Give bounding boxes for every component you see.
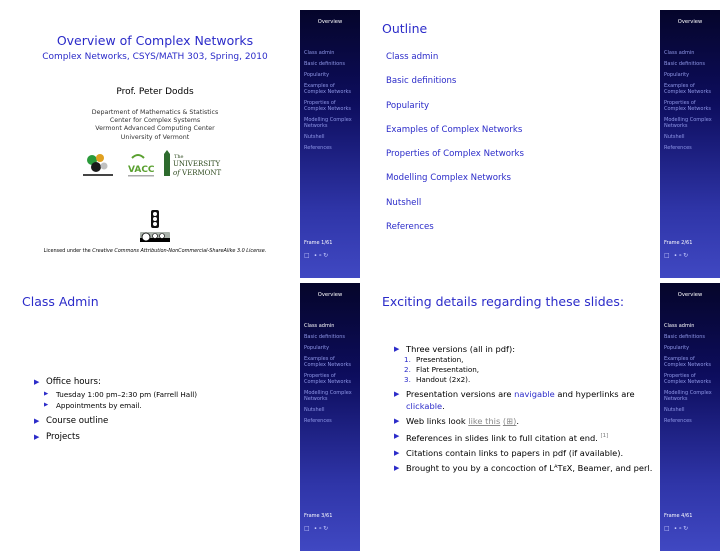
vacc-text: VACC <box>128 165 155 175</box>
item-text: Flat Presentation, <box>416 365 480 374</box>
list-item <box>394 447 656 459</box>
list-item <box>394 388 656 412</box>
outline-item-modelling[interactable]: Modelling Complex Networks <box>386 173 511 184</box>
sidebar <box>660 10 720 278</box>
outline-item-popularity[interactable]: Popularity <box>386 100 430 111</box>
nav-icons[interactable]: □ ∙∘↻ <box>664 252 690 259</box>
clickable-link[interactable]: clickable <box>406 401 443 411</box>
sidebar-items <box>664 50 718 156</box>
bullet-text: Projects <box>46 432 80 442</box>
item-number: 3. <box>404 375 411 384</box>
sidebar-item-basic-definitions[interactable]: Basic definitions <box>664 334 705 340</box>
frame-counter: Frame 1/61 <box>304 240 333 246</box>
sidebar-item-nutshell[interactable]: Nutshell <box>304 407 325 413</box>
bullet-text: References in slides link to full citation at end. <box>406 432 598 443</box>
sidebar-item-references[interactable]: References <box>664 145 692 151</box>
sidebar-item-properties[interactable]: Properties of Complex Networks <box>664 100 712 112</box>
sidebar-item-modelling[interactable]: Modelling Complex Networks <box>664 390 712 402</box>
bullet-text: Three versions (all in pdf): <box>406 344 516 354</box>
list-item <box>394 415 656 427</box>
slide-3 <box>10 283 360 551</box>
sidebar-item-examples[interactable]: Examples of Complex Networks <box>664 83 712 95</box>
uvm-vermont: VERMONT <box>182 169 222 177</box>
outline-list <box>386 50 656 244</box>
latex-logo: LᴬTᴇX <box>549 462 573 473</box>
bullet-text: , Beamer, and perl. <box>572 462 653 473</box>
sidebar-item-popularity[interactable]: Popularity <box>664 345 690 351</box>
svg-text:of VERMONT <box>173 169 222 177</box>
sidebar-item-modelling[interactable]: Modelling Complex Networks <box>664 117 712 129</box>
sidebar-item-popularity[interactable]: Popularity <box>304 72 330 78</box>
logos <box>80 150 240 182</box>
bullet-triangle-icon: ▶ <box>394 448 400 457</box>
institution-block <box>10 109 300 142</box>
bullet-text: Course outline <box>46 416 109 426</box>
sidebar-item-basic-definitions[interactable]: Basic definitions <box>304 61 345 67</box>
numbered-item <box>394 365 656 375</box>
traffic-light-logo <box>148 210 162 228</box>
sidebar-item-modelling[interactable]: Modelling Complex Networks <box>304 117 352 129</box>
sidebar-title[interactable]: Overview <box>317 19 343 25</box>
bullet-text: Office hours: <box>46 377 101 387</box>
nav-icons[interactable]: □ ∙∘↻ <box>664 525 690 532</box>
bullet-text: . <box>442 401 445 411</box>
sidebar-item-popularity[interactable]: Popularity <box>664 72 690 78</box>
slide-2-main <box>370 10 660 278</box>
sidebar-item-references[interactable]: References <box>304 145 332 151</box>
bullet-text: Web links look <box>406 416 469 426</box>
slide-4 <box>370 283 720 551</box>
bullet-triangle-icon: ▶ <box>394 463 400 472</box>
list-item <box>34 414 294 428</box>
sidebar-items <box>304 50 358 156</box>
list-item <box>34 430 294 444</box>
sidebar-title[interactable]: Overview <box>677 19 703 25</box>
slide-4-main <box>370 283 660 551</box>
frame-counter: Frame 2/61 <box>664 240 693 246</box>
presentation-title: Overview of Complex Networks <box>56 33 254 48</box>
sidebar-item-examples[interactable]: Examples of Complex Networks <box>304 83 352 95</box>
sidebar-item-class-admin[interactable]: Class admin <box>304 50 335 56</box>
complex-systems-logo <box>83 154 113 176</box>
institution-line: University of Vermont <box>120 133 190 141</box>
uvm-of: of <box>173 169 180 177</box>
slide-2 <box>370 10 720 278</box>
sidebar-items <box>664 323 718 429</box>
bullet-text: Presentation versions are <box>406 389 515 399</box>
sidebar-item-nutshell[interactable]: Nutshell <box>664 134 685 140</box>
bullet-list <box>394 343 656 477</box>
list-item <box>394 343 656 355</box>
slide-title: Exciting details regarding these slides: <box>382 294 625 309</box>
bullet-triangle-icon: ▶ <box>394 432 400 440</box>
bullet-text: and hyperlinks are <box>554 389 635 399</box>
nav-icons[interactable]: □ ∙∘↻ <box>304 525 330 532</box>
bullet-list <box>34 375 294 444</box>
institution-line: Vermont Advanced Computing Center <box>95 125 215 133</box>
license-prefix: Licensed under the <box>43 248 93 254</box>
sidebar <box>300 10 360 278</box>
sidebar-title[interactable]: Overview <box>317 292 343 298</box>
sub-bullet-text: Tuesday 1:00 pm–2:30 pm (Farrell Hall) <box>56 390 197 399</box>
sub-list-item <box>34 389 294 400</box>
external-link-icon[interactable]: (⊞) <box>502 416 517 426</box>
sidebar <box>660 283 720 551</box>
bullet-text: . <box>516 416 519 426</box>
sidebar-item-properties[interactable]: Properties of Complex Networks <box>304 373 352 385</box>
item-text: Presentation, <box>416 355 464 364</box>
sub-list-item <box>34 400 294 411</box>
bullet-text: Citations contain links to papers in pdf (if available). <box>406 447 624 458</box>
sidebar-item-nutshell[interactable]: Nutshell <box>664 407 685 413</box>
outline-item-examples[interactable]: Examples of Complex Networks <box>386 124 523 135</box>
frame-counter: Frame 4/61 <box>664 513 693 519</box>
uvm-university: UNIVERSITY <box>173 160 221 168</box>
list-item <box>394 430 656 444</box>
outline-item-basic-definitions[interactable]: Basic definitions <box>386 76 457 87</box>
outline-item-references[interactable]: References <box>386 222 434 233</box>
slide-3-main <box>10 283 300 551</box>
outline-item-class-admin[interactable]: Class admin <box>386 52 439 62</box>
outline-item-nutshell[interactable]: Nutshell <box>386 197 422 208</box>
bullet-text: Brought to you by a concoction of <box>406 462 550 473</box>
slide-title: Outline <box>382 21 428 36</box>
list-item <box>394 462 656 474</box>
sidebar-item-examples[interactable]: Examples of Complex Networks <box>304 356 352 368</box>
slide-1-main <box>10 10 300 278</box>
sidebar-item-class-admin[interactable]: Class admin <box>304 323 335 329</box>
sidebar-items <box>304 323 358 429</box>
sidebar-item-basic-definitions[interactable]: Basic definitions <box>664 61 705 67</box>
presentation-subtitle: Complex Networks, CSYS/MATH 303, Spring, 2010 <box>42 52 268 62</box>
outline-item-properties[interactable]: Properties of Complex Networks <box>386 149 524 160</box>
sidebar-item-nutshell[interactable]: Nutshell <box>304 134 325 140</box>
example-web-link[interactable]: like this <box>468 416 501 426</box>
uvm-the: The <box>174 154 184 160</box>
bullet-triangle-icon: ▶ <box>34 433 40 441</box>
sidebar-item-references[interactable]: References <box>664 418 692 424</box>
cc-license-badge <box>140 232 170 242</box>
vacc-logo <box>128 155 155 177</box>
license-suffix: . <box>264 248 267 254</box>
numbered-item <box>394 375 656 385</box>
nav-icons[interactable]: □ ∙∘↻ <box>304 252 330 259</box>
author: Prof. Peter Dodds <box>116 87 194 97</box>
sub-bullet-text: Appointments by email. <box>56 401 142 410</box>
list-item <box>34 375 294 389</box>
bullet-triangle-icon: ▶ <box>34 417 40 425</box>
item-number: 2. <box>404 365 411 374</box>
item-number: 1. <box>404 355 411 364</box>
sidebar-item-basic-definitions[interactable]: Basic definitions <box>304 334 345 340</box>
institution-line: Department of Mathematics & Statistics <box>91 109 219 116</box>
bullet-triangle-icon: ▶ <box>34 378 40 386</box>
sidebar-title[interactable]: Overview <box>677 292 703 298</box>
citation-link[interactable]: [1] <box>600 433 609 439</box>
bullet-triangle-icon: ▶ <box>394 417 400 425</box>
uvm-logo <box>164 150 222 177</box>
navigable-link[interactable]: navigable <box>514 389 555 399</box>
sidebar-item-modelling[interactable]: Modelling Complex Networks <box>304 390 352 402</box>
license-name[interactable]: Creative Commons Attribution-NonCommercial-ShareAlike 3.0 License <box>92 248 265 254</box>
institution-line: Center for Complex Systems <box>109 117 201 125</box>
numbered-item <box>394 355 656 365</box>
sidebar <box>300 283 360 551</box>
sidebar-item-properties[interactable]: Properties of Complex Networks <box>664 373 712 385</box>
bullet-triangle-icon: ▶ <box>44 391 49 397</box>
sidebar-item-references[interactable]: References <box>304 418 332 424</box>
slide-title: Class Admin <box>22 294 99 309</box>
bullet-triangle-icon: ▶ <box>394 390 400 398</box>
license-text <box>10 248 300 254</box>
sidebar-item-class-admin[interactable]: Class admin <box>664 50 695 56</box>
sidebar-item-class-admin[interactable]: Class admin <box>664 323 695 329</box>
bullet-triangle-icon: ▶ <box>394 345 400 353</box>
item-text: Handout (2x2). <box>416 375 471 384</box>
bullet-triangle-icon: ▶ <box>44 402 49 408</box>
sidebar-item-popularity[interactable]: Popularity <box>304 345 330 351</box>
sidebar-item-examples[interactable]: Examples of Complex Networks <box>664 356 712 368</box>
frame-counter: Frame 3/61 <box>304 513 333 519</box>
slide-1 <box>10 10 360 278</box>
sidebar-item-properties[interactable]: Properties of Complex Networks <box>304 100 352 112</box>
